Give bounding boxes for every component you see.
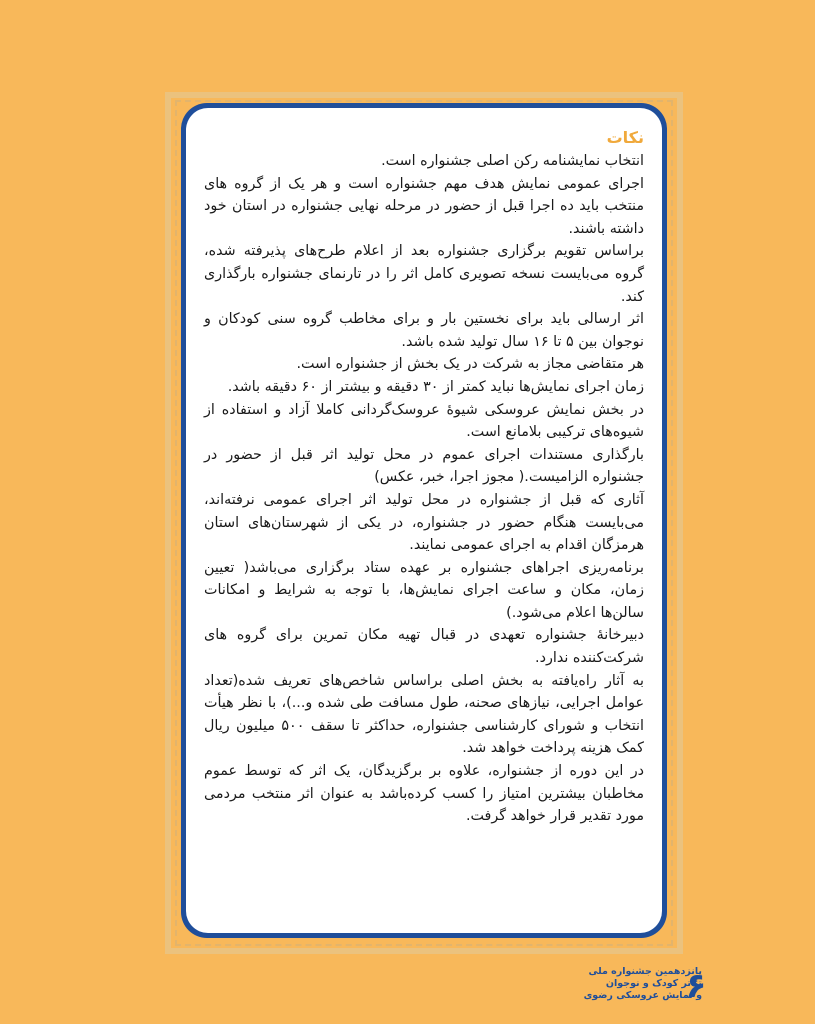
- notes-heading: نکات: [606, 128, 644, 147]
- note-item: اجرای عمومی نمایش هدف مهم جشنواره است و هر یک از گروه های منتخب باید ده اجرا قبل از حضور در مرحله نهایی جشنواره در استان خود داشته باشند.: [204, 175, 644, 237]
- note-item: هر متقاضی مجاز به شرکت در یک بخش از جشنواره است.: [296, 356, 644, 373]
- note-item: دبیرخانهٔ جشنواره تعهدی در قبال تهیه مکان تمرین برای گروه های شرکت‌کننده ندارد.: [204, 627, 644, 667]
- note-item: انتخاب نمایشنامه رکن اصلی جشنواره است.: [381, 153, 644, 169]
- note-item: آثاری که قبل از جشنواره در محل تولید اثر اجرای عمومی نرفته‌اند، می‌بایست هنگام حضور در جشنواره، در یکی از شهرستان‌های استان هرمزگان اقدام به اجرای عمومی نمایند.: [204, 491, 644, 554]
- note-item: در بخش نمایش عروسکی شیوهٔ عروسک‌گردانی کاملا آزاد و استفاده از شیوه‌های ترکیبی بلامانع است.: [204, 401, 644, 441]
- note-item: به آثار راه‌یافته به بخش اصلی براساس شاخص‌های تعریف شده(تعداد عوامل اجرایی، نیازهای صحنه، طول مسافت طی شده و...)، با نظر هیأت انتخاب و شورای کارشناسی جشنواره، حداکثر تا سقف ۵۰۰ میلیون ریال کمک هزینه پرداخت خواهد شد.: [204, 672, 644, 757]
- note-item: برنامه‌ریزی اجراهای جشنواره بر عهده ستاد برگزاری می‌باشد( تعیین زمان، مکان و ساعت اجرای نمایش‌ها، با توجه به شرایط و امکانات سالن‌ها اعلام می‌شود.): [204, 559, 644, 621]
- note-item: در این دوره از جشنواره، علاوه بر برگزیدگان، یک اثر که توسط عموم مخاطبان بیشترین امتیاز را کسب کرده‌باشد به عنوان اثر منتخب مردمی مورد تقدیر قرار خواهد گرفت.: [204, 763, 644, 825]
- notes-frame: [181, 103, 667, 938]
- note-item: اثر ارسالی باید برای نخستین بار و برای مخاطب گروه سنی کودکان و نوجوان بین ۵ تا ۱۶ سال تولید شده باشد.: [204, 311, 644, 350]
- notes-card: [186, 108, 662, 933]
- notes-list: [204, 150, 644, 828]
- footer-line-1: پانزدهمین جشنواره ملی: [588, 966, 702, 977]
- page-number: ۶: [685, 966, 707, 1006]
- note-item: زمان اجرای نمایش‌ها نباید کمتر از ۳۰ دقیقه و بیشتر از ۶۰ دقیقه باشد.: [227, 378, 644, 395]
- footer-line-2: تئاتر کودک و نوجوان: [605, 978, 702, 989]
- note-item: بارگذاری مستندات اجرای عموم در محل تولید اثر قبل از حضور در جشنواره الزامیست.( مجوز اجرا، خبر، عکس): [204, 446, 644, 486]
- note-item: براساس تقویم برگزاری جشنواره بعد از اعلام طرح‌های پذیرفته شده، گروه می‌بایست نسخه تصویری کامل اثر را در تارنمای جشنواره بارگذاری کند.: [204, 243, 644, 305]
- footer-line-3: و نمایش عروسکی رضوی: [583, 990, 702, 1001]
